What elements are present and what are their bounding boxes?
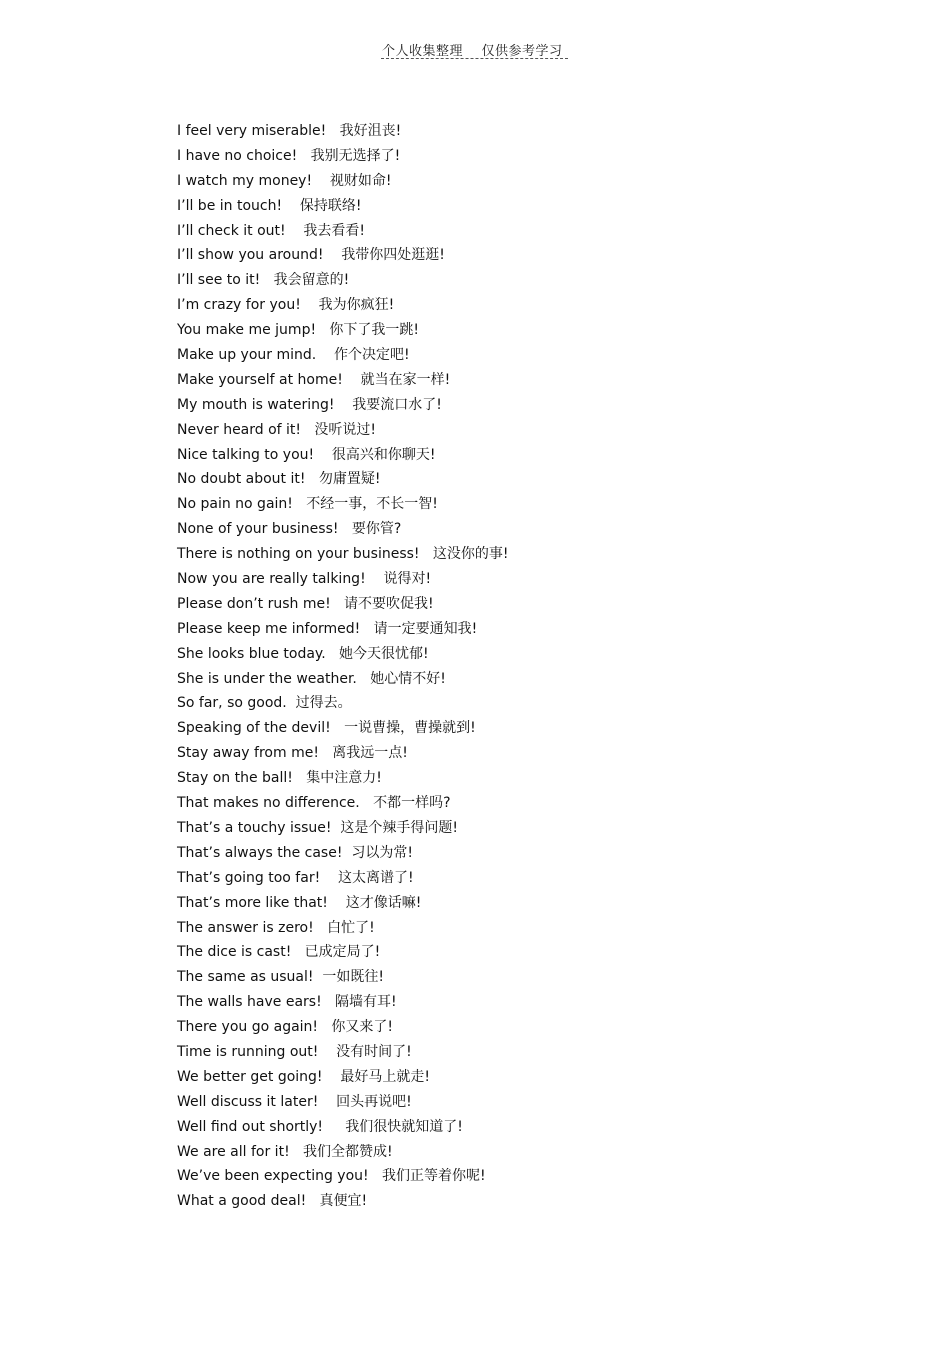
phrase-line: I’ll show you around! 我带你四处逛逛! (177, 247, 445, 264)
phrase-line: What a good deal! 真便宜! (177, 1193, 368, 1210)
phrase-line: We are all for it! 我们全都赞成! (177, 1143, 393, 1160)
phrase-line: Well discuss it later! 回头再说吧! (177, 1093, 412, 1110)
phrase-line: I’m crazy for you! 我为你疯狂! (177, 297, 395, 314)
phrase-line: Nice talking to you! 很高兴和你聊天! (177, 446, 436, 463)
phrase-line: Please don’t rush me! 请不要吹促我! (177, 595, 434, 612)
phrase-line: There is nothing on your business! 这没你的事! (177, 546, 509, 563)
phrase-line: You make me jump! 你下了我一跳! (177, 322, 420, 339)
header-dashed-rule (381, 58, 568, 59)
phrase-line: So far, so good. 过得去。 (177, 695, 352, 712)
phrase-line: The walls have ears! 隔墙有耳! (177, 994, 397, 1011)
phrase-line: Stay away from me! 离我远一点! (177, 745, 408, 762)
phrase-line: Please keep me informed! 请一定要通知我! (177, 620, 478, 637)
phrase-line: Time is running out! 没有时间了! (177, 1043, 412, 1060)
phrase-line: Speaking of the devil! 一说曹操，曹操就到! (177, 720, 476, 737)
phrase-line: The same as usual! 一如既往! (177, 969, 385, 986)
phrase-line: I’ll check it out! 我去看看! (177, 222, 366, 239)
phrase-line: That’s going too far! 这太离谱了! (177, 869, 414, 886)
phrase-line: She looks blue today. 她今天很忧郁! (177, 645, 429, 662)
phrase-line: Now you are really talking! 说得对! (177, 571, 432, 588)
phrase-line: That’s always the case! 习以为常! (177, 844, 413, 861)
phrase-line: There you go again! 你又来了! (177, 1019, 394, 1036)
phrase-line: We better get going! 最好马上就走! (177, 1068, 430, 1085)
phrase-line: None of your business! 要你管? (177, 521, 402, 538)
header-text: 个人收集整理 仅供参考学习 (382, 44, 563, 59)
phrase-line: She is under the weather. 她心情不好! (177, 670, 446, 687)
phrase-line: The dice is cast! 已成定局了! (177, 944, 381, 961)
phrase-line: I feel very miserable! 我好沮丧! (177, 123, 402, 139)
phrase-line: Never heard of it! 没听说过! (177, 421, 377, 438)
phrase-line: I have no choice! 我别无选择了! (177, 147, 401, 164)
page-header (0, 38, 950, 62)
phrase-line: That makes no difference. 不都一样吗? (177, 795, 451, 812)
phrase-line: No doubt about it! 勿庸置疑! (177, 471, 381, 488)
phrase-line: I’ll be in touch! 保持联络! (177, 197, 362, 214)
phrase-line: No pain no gain! 不经一事，不长一智! (177, 496, 438, 513)
phrase-line: I watch my money! 视财如命! (177, 172, 392, 189)
phrase-line: Well find out shortly! 我们很快就知道了! (177, 1118, 463, 1135)
phrase-list (177, 119, 509, 1214)
phrase-line: Stay on the ball! 集中注意力! (177, 770, 382, 787)
phrase-line: Make yourself at home! 就当在家一样! (177, 371, 451, 388)
phrase-line: Make up your mind. 作个决定吧! (177, 347, 410, 364)
phrase-line: My mouth is watering! 我要流口水了! (177, 396, 442, 413)
phrase-line: I’ll see to it! 我会留意的! (177, 272, 350, 289)
phrase-line: That’s a touchy issue! 这是个辣手得问题! (177, 819, 459, 836)
phrase-line: The answer is zero! 白忙了! (177, 919, 375, 936)
phrase-line: That’s more like that! 这才像话嘛! (177, 894, 422, 911)
phrase-line: We’ve been expecting you! 我们正等着你呢! (177, 1168, 486, 1185)
